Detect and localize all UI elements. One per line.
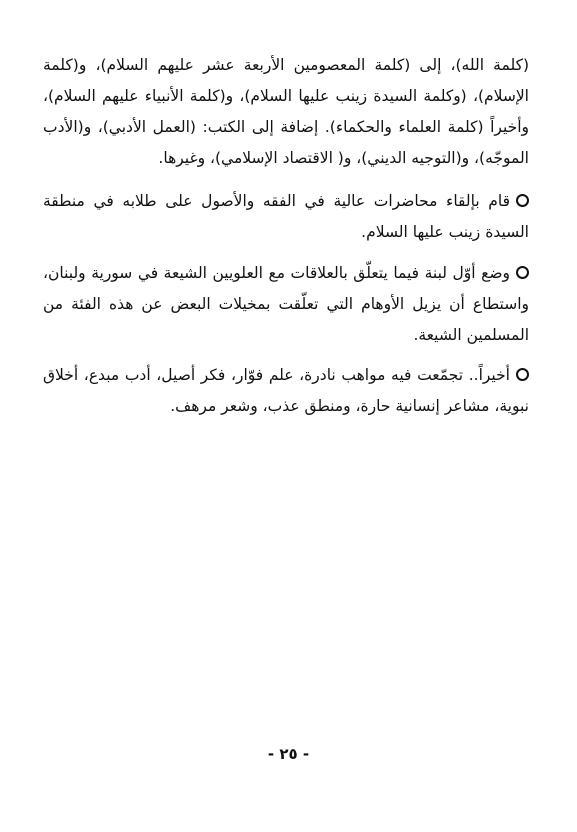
circle-bullet-icon <box>516 266 529 279</box>
bullet-item-2 <box>43 258 529 351</box>
bullet-item-3 <box>43 360 529 422</box>
page-number: - ٢٥ - <box>267 745 310 763</box>
bullet-text-1: قام بإلقاء محاضرات عالية في الفقه والأصول على طلابه في منطقة السيدة زينب عليها السلام. <box>43 192 529 241</box>
bullet-text-2: وضع أوّل لبنة فيما يتعلّق بالعلاقات مع العلويين الشيعة في سورية ولبنان، واستطاع أن يزيل الأوهام التي تعلّقت بمخيلات البعض عن هذه الفئة من المسلمين الشيعة. <box>43 264 529 344</box>
circle-bullet-icon <box>516 194 529 207</box>
circle-bullet-icon <box>516 368 529 381</box>
intro-paragraph-block <box>43 50 529 174</box>
bullet-text-3: أخيراً.. تجمّعت فيه مواهب نادرة، علم فوّار، فكر أصيل، أدب مبدع، أخلاق نبوية، مشاعر إنسانية حارة، ومنطق عذب، وشعر مرهف. <box>43 366 529 415</box>
bullet-item-1 <box>43 186 529 248</box>
intro-paragraph: (كلمة الله)، إلى (كلمة المعصومين الأربعة عشر عليهم السلام)، و(كلمة الإسلام)، (وكلمة السيدة زينب عليها السلام)، و(كلمة الأنبياء عليهم السلام)، وأخيراً (كلمة العلماء والحكماء). إضافة إلى الكتب: (العمل الأدبي)، و(الأدب الموجّه)، و(التوجيه الديني)، و( الاقتصاد الإسلامي)، وغيرها. <box>43 56 529 167</box>
